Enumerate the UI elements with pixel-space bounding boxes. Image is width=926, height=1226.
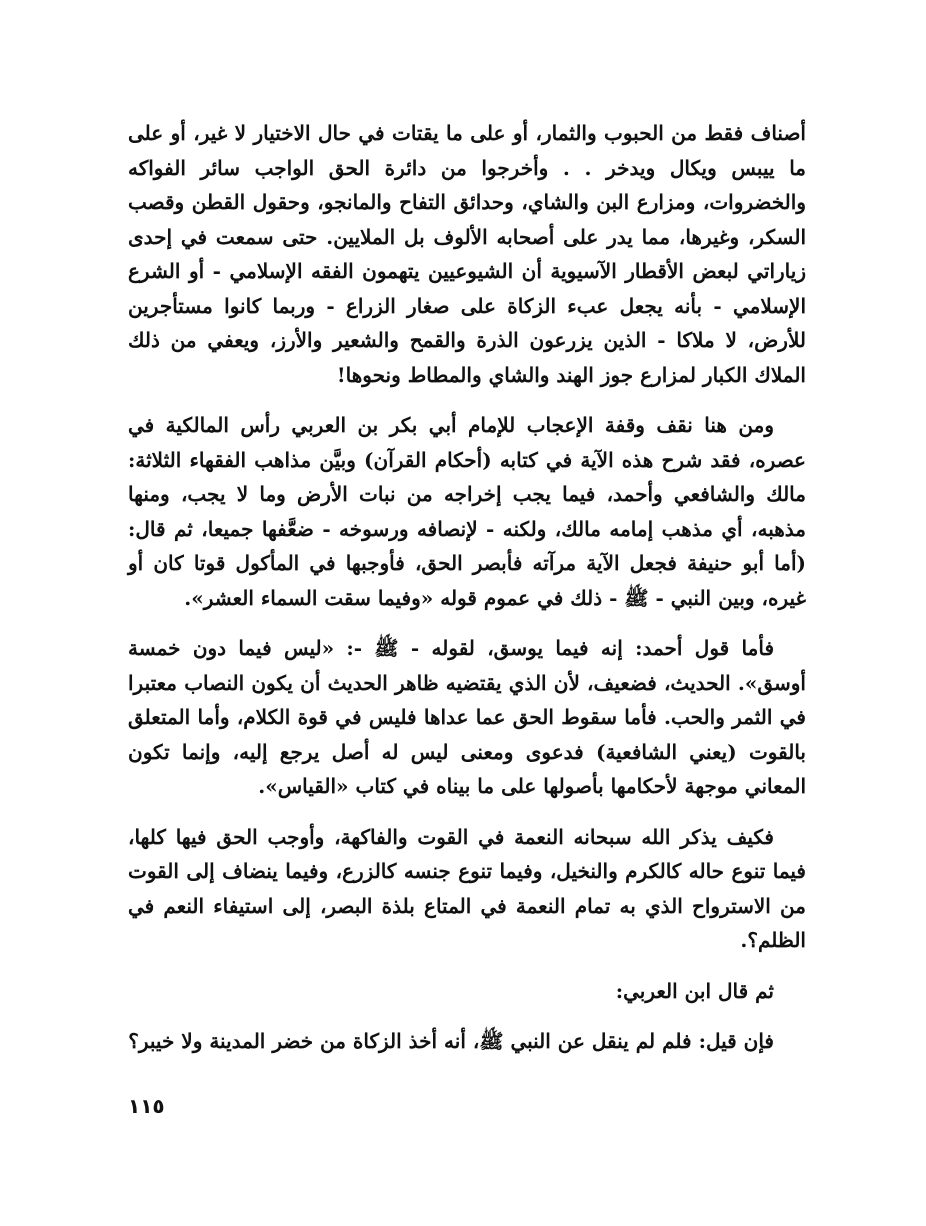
paragraph-4: فكيف يذكر الله سبحانه النعمة في القوت والفاكهة، وأوجب الحق فيها كلها، فيما تنوع حاله كالكرم والنخيل، وفيما تنوع جنسه كالزرع، وفيما ينضاف إلى القوت من الاسترواح الذي به تمام النعمة في المتاع بلذة البصر، إلى استيفاء النعم في الظلم؟. [128, 824, 806, 952]
paragraph-1: أصناف فقط من الحبوب والثمار، أو على ما يقتات في حال الاختيار لا غير، أو على ما ييبس ويكال ويدخر . . وأخرجوا من دائرة الحق الواجب سائر الفواكه والخضروات، ومزارع البن والشاي، وحدائق التفاح والمانجو، وحقول القطن وقصب السكر، وغيرها، مما يدر على أصحابه الألوف بل الملايين. حتى سمعت في إحدى زياراتي لبعض الأقطار الآسيوية أن الشيوعيين يتهمون الفقه الإسلامي - أو الشرع الإسلامي - بأنه يجعل عبء الزكاة على صغار الزراع - وربما كانوا مستأجرين للأرض، لا ملاكا - الذين يزرعون الذرة والقمح والشعير والأرز، ويعفي من ذلك الملاك الكبار لمزارع جوز الهند والشاي والمطاط ونحوها! [128, 121, 806, 387]
paragraph-3: فأما قول أحمد: إنه فيما يوسق، لقوله - ﷺ -: «ليس فيما دون خمسة أوسق». الحديث، فضعيف، لأن الذي يقتضيه ظاهر الحديث أن يكون النصاب معتبرا في الثمر والحب. فأما سقوط الحق عما عداها فليس في قوة الكلام، وأما المتعلق بالقوت (يعني الشافعية) فدعوى ومعنى ليس له أصل يرجع إليه، وإنما تكون المعاني موجهة لأحكامها بأصولها على ما بيناه في كتاب «القياس». [128, 636, 806, 798]
paragraph-6: فإن قيل: فلم لم ينقل عن النبي ﷺ، أنه أخذ الزكاة من خضر المدينة ولا خيبر؟ [128, 1029, 774, 1053]
paragraph-2: ومن هنا نقف وقفة الإعجاب للإمام أبي بكر بن العربي رأس المالكية في عصره، فقد شرح هذه الآية في كتابه (أحكام القرآن) وبيَّن مذاهب الفقهاء الثلاثة: مالك والشافعي وأحمد، فيما يجب إخراجه من نبات الأرض وما لا يجب، ومنها مذهبه، أي مذهب إمامه مالك، ولكنه - لإنصافه ورسوخه - ضعَّفها جميعا، ثم قال: (أما أبو حنيفة فجعل الآية مرآته فأبصر الحق، فأوجبها في المأكول قوتا كان أو غيره، وبين النبي - ﷺ - ذلك في عموم قوله «وفيما سقت السماء العشر». [128, 413, 806, 610]
page-body-text [128, 116, 806, 1075]
page-number: ١١٥ [128, 1094, 165, 1118]
paragraph-5: ثم قال ابن العربي: [615, 978, 774, 1003]
